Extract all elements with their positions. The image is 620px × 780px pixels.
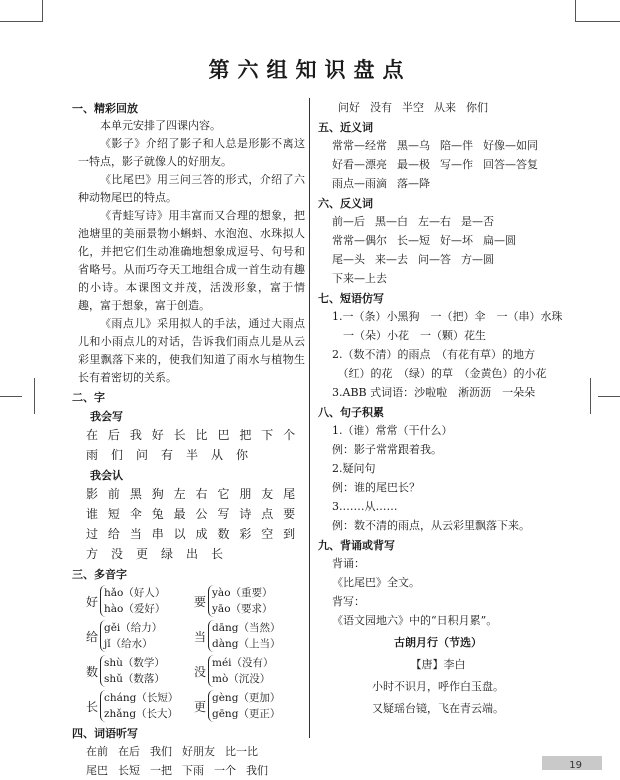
pronunciation: gèng（更加） xyxy=(212,692,281,704)
word: 半空 xyxy=(402,101,424,114)
word: 好—坏 xyxy=(440,234,473,247)
word: 在后 xyxy=(118,745,140,758)
polyphonic-grid xyxy=(72,585,305,722)
polyphonic-entry xyxy=(194,690,302,722)
character: 下 xyxy=(261,428,274,442)
crop-mark xyxy=(575,0,576,22)
text-line: 《语文园地六》中的“日积月累”。 xyxy=(332,614,498,627)
section-heading: 二、字 xyxy=(72,391,105,404)
poem-author: 【唐】李白 xyxy=(410,658,466,671)
word: 扁—圆 xyxy=(483,234,516,247)
word: 问好 xyxy=(338,101,360,114)
character: 最 xyxy=(173,507,186,521)
pronunciation-group xyxy=(208,655,274,687)
poem-title: 古朗月行（节选） xyxy=(394,636,482,649)
character: 公 xyxy=(195,507,208,521)
text-line: 背诵： xyxy=(332,557,365,570)
character: 把 xyxy=(239,428,252,442)
poem-line: 小时不识月，呼作白玉盘。 xyxy=(372,680,504,693)
text-line: 例：影子常常跟着我。 xyxy=(332,443,442,456)
column-divider xyxy=(309,98,310,738)
word: 常常—偶尔 xyxy=(332,234,387,247)
character: 前 xyxy=(107,487,120,501)
pronunciation: cháng（长短） xyxy=(104,692,179,704)
word: 下雨 xyxy=(182,764,204,777)
word: 长—短 xyxy=(397,234,430,247)
character: 更 xyxy=(136,547,149,561)
polyphonic-char: 给 xyxy=(86,629,99,644)
word: 雨点—雨滴 xyxy=(332,177,387,190)
polyphonic-entry xyxy=(194,620,302,652)
page-title: 第六组知识盘点 xyxy=(208,58,412,82)
character: 右 xyxy=(195,487,208,501)
word: 我们 xyxy=(150,745,172,758)
crop-mark xyxy=(42,0,43,22)
character: 问 xyxy=(136,448,149,462)
section-heading: 七、短语仿写 xyxy=(318,292,384,305)
word-list xyxy=(72,742,305,780)
pronunciation-group xyxy=(100,585,165,617)
pronunciation-group xyxy=(100,690,178,722)
word: 好看—漂亮 xyxy=(332,158,387,171)
crop-mark xyxy=(576,21,620,22)
polyphonic-entry xyxy=(86,585,194,617)
pronunciation: jǐ（给水） xyxy=(104,638,153,650)
word: 回答—答复 xyxy=(483,158,538,171)
word: 你们 xyxy=(466,101,488,114)
character: 当 xyxy=(129,527,142,541)
character-row xyxy=(72,445,305,465)
word: 陪—伴 xyxy=(440,139,473,152)
polyphonic-row xyxy=(86,655,305,687)
word: 常常—经常 xyxy=(332,139,387,152)
pronunciation-group xyxy=(208,620,280,652)
character: 在 xyxy=(86,428,99,442)
polyphonic-char: 要 xyxy=(194,594,207,609)
polyphonic-entry xyxy=(86,655,194,687)
character: 左 xyxy=(173,487,186,501)
word-list xyxy=(318,212,558,288)
page-number: 19 xyxy=(569,760,582,771)
word: 好朋友 xyxy=(182,745,215,758)
character: 出 xyxy=(186,547,199,561)
pronunciation: gēng（更正） xyxy=(212,708,281,720)
text-line: 例：数不清的雨点，从云彩里飘落下来。 xyxy=(332,519,530,532)
paragraph: 《比尾巴》用三问三答的形式，介绍了六种动物尾巴的特点。 xyxy=(78,173,305,204)
paragraph: 《雨点儿》采用拟人的手法，通过大雨点儿和小雨点儿的对话，告诉我们雨点儿是从云彩里飘落下来的，使我们知道了雨水与植物生长有着密切的关系。 xyxy=(78,317,305,384)
word: 黑—白 xyxy=(375,215,408,228)
section-heading: 五、近义词 xyxy=(318,121,373,134)
character: 方 xyxy=(86,547,99,561)
text-line: 例：谁的尾巴长？ xyxy=(332,481,420,494)
word: 左—右 xyxy=(418,215,451,228)
pronunciation: shǔ（数落） xyxy=(104,673,165,685)
word: 在前 xyxy=(86,745,108,758)
section-heading: 九、背诵或背写 xyxy=(318,539,395,552)
character: 彩 xyxy=(239,527,252,541)
word: 问—答 xyxy=(418,253,451,266)
character: 它 xyxy=(217,487,230,501)
subsection-label: 我会认 xyxy=(90,469,123,482)
word: 方—圆 xyxy=(461,253,494,266)
paragraph: 本单元安排了四课内容。 xyxy=(100,119,221,132)
word-row xyxy=(318,231,558,250)
pronunciation: yāo（要求） xyxy=(212,603,273,615)
pronunciation: dàng（上当） xyxy=(212,638,281,650)
character-grid xyxy=(72,425,305,465)
left-column xyxy=(72,98,305,780)
character: 雨 xyxy=(86,448,99,462)
polyphonic-row xyxy=(86,585,305,617)
character: 伞 xyxy=(129,507,142,521)
pronunciation-group xyxy=(208,585,273,617)
character: 个 xyxy=(283,428,296,442)
character: 点 xyxy=(261,507,274,521)
polyphonic-char: 更 xyxy=(194,699,207,714)
word: 写—作 xyxy=(440,158,473,171)
text-line: 背写： xyxy=(332,595,365,608)
pronunciation: gěi（给力） xyxy=(104,622,163,634)
character: 友 xyxy=(261,487,274,501)
character: 短 xyxy=(107,507,120,521)
character: 串 xyxy=(151,527,164,541)
section-heading: 三、多音字 xyxy=(72,568,127,581)
pronunciation: yào（重要） xyxy=(212,587,273,599)
character: 数 xyxy=(217,527,230,541)
section-heading: 六、反义词 xyxy=(318,197,373,210)
character-row xyxy=(72,544,305,564)
word: 从来 xyxy=(434,101,456,114)
word: 长短 xyxy=(118,764,140,777)
character: 长 xyxy=(173,428,186,442)
text-line: 3.ABB 式词语：沙啦啦 淅沥沥 一朵朵 xyxy=(332,386,536,399)
character: 狗 xyxy=(151,487,164,501)
character-row xyxy=(72,484,305,504)
pronunciation: shù（数学） xyxy=(104,657,165,669)
word: 来—去 xyxy=(375,253,408,266)
polyphonic-char: 没 xyxy=(194,664,207,679)
word-list xyxy=(318,136,558,193)
character: 诗 xyxy=(239,507,252,521)
character: 你 xyxy=(236,448,249,462)
section-heading: 一、精彩回放 xyxy=(72,102,138,115)
right-column xyxy=(318,98,563,720)
word-row xyxy=(318,269,558,288)
word: 尾巴 xyxy=(86,764,108,777)
crop-mark xyxy=(598,396,620,397)
character: 从 xyxy=(211,448,224,462)
character: 没 xyxy=(111,547,124,561)
character: 我 xyxy=(129,428,142,442)
text-line: 1.一（条）小黑狗 一（把）伞 一（串）水珠 xyxy=(332,310,563,323)
character: 要 xyxy=(283,507,296,521)
character: 成 xyxy=(195,527,208,541)
polyphonic-char: 长 xyxy=(86,699,99,714)
section-heading: 八、句子积累 xyxy=(318,406,384,419)
word-row xyxy=(318,136,558,155)
pronunciation: hǎo（好人） xyxy=(104,587,166,599)
pronunciation-group xyxy=(100,620,162,652)
crop-mark xyxy=(590,378,591,414)
character: 到 xyxy=(283,527,296,541)
paragraph: 《影子》介绍了影子和人总是形影不离这一特点，影子就像人的好朋友。 xyxy=(78,137,305,168)
word-row xyxy=(318,250,558,269)
word: 一把 xyxy=(150,764,172,777)
pronunciation: hào（爱好） xyxy=(104,603,166,615)
word: 好像—如同 xyxy=(483,139,538,152)
pronunciation-group xyxy=(208,690,280,722)
word-row xyxy=(318,174,558,193)
character: 比 xyxy=(195,428,208,442)
character: 半 xyxy=(186,448,199,462)
subsection-label: 我会写 xyxy=(90,410,123,423)
crop-mark xyxy=(0,396,22,397)
word-row xyxy=(318,155,558,174)
word: 前—后 xyxy=(332,215,365,228)
character: 好 xyxy=(151,428,164,442)
character-row xyxy=(72,524,305,544)
text-line: 2.（数不清）的雨点 （有花有草）的地方 xyxy=(332,348,535,361)
text-line: 一（朵）小花 一（颗）花生 xyxy=(332,329,486,342)
character: 绿 xyxy=(161,547,174,561)
word-row xyxy=(72,742,305,761)
word-list xyxy=(318,98,558,117)
character-row xyxy=(72,504,305,524)
text-line: （红）的花 （绿）的草 （金黄色）的小花 xyxy=(332,367,547,380)
text-line: 《比尾巴》全文。 xyxy=(332,576,420,589)
word-row xyxy=(318,212,558,231)
pronunciation: zhǎng（长大） xyxy=(104,708,179,720)
pronunciation: dāng（当然） xyxy=(212,622,281,634)
word: 尾—头 xyxy=(332,253,365,266)
character-row xyxy=(72,425,305,445)
pronunciation: mò（沉没） xyxy=(212,673,271,685)
word: 一个 xyxy=(214,764,236,777)
polyphonic-char: 数 xyxy=(86,664,99,679)
character: 给 xyxy=(107,527,120,541)
polyphonic-entry xyxy=(194,585,302,617)
pronunciation: méi（没有） xyxy=(212,657,274,669)
polyphonic-entry xyxy=(86,620,194,652)
word: 落—降 xyxy=(397,177,430,190)
character: 黑 xyxy=(129,487,142,501)
character: 有 xyxy=(161,448,174,462)
crop-mark xyxy=(34,378,35,414)
pronunciation-group xyxy=(100,655,165,687)
polyphonic-entry xyxy=(194,655,302,687)
character: 过 xyxy=(86,527,99,541)
word: 比一比 xyxy=(225,745,258,758)
word: 黑—乌 xyxy=(397,139,430,152)
character: 尾 xyxy=(283,487,296,501)
character: 朋 xyxy=(239,487,252,501)
section-heading: 四、词语听写 xyxy=(72,727,138,740)
poem-line: 又疑瑶台镜，飞在青云端。 xyxy=(372,702,504,715)
character: 空 xyxy=(261,527,274,541)
word: 最—极 xyxy=(397,158,430,171)
paragraph: 《青蛙写诗》用丰富而又合理的想象，把池塘里的美丽景物小蝌蚪、水泡泡、水珠拟人化，并把它们生动准确地想象成逗号、句号和省略号。从而巧夺天工地组合成一首生动有趣的小诗。本课图文并茂，活泼形象，富于情趣，富于想象，富于创造。 xyxy=(78,209,305,312)
word: 我们 xyxy=(246,764,268,777)
polyphonic-char: 好 xyxy=(86,594,99,609)
crop-mark xyxy=(0,21,42,22)
character-grid xyxy=(72,484,305,564)
polyphonic-char: 当 xyxy=(194,629,207,644)
character: 以 xyxy=(173,527,186,541)
word: 是—否 xyxy=(461,215,494,228)
character: 谁 xyxy=(86,507,99,521)
polyphonic-row xyxy=(86,690,305,722)
character: 巴 xyxy=(217,428,230,442)
character: 们 xyxy=(111,448,124,462)
character: 兔 xyxy=(151,507,164,521)
text-line: 3.……从…… xyxy=(332,500,398,513)
character: 长 xyxy=(211,547,224,561)
word: 下来—上去 xyxy=(332,272,387,285)
character: 写 xyxy=(217,507,230,521)
character: 影 xyxy=(86,487,99,501)
text-line: 1.（谁）常常（干什么） xyxy=(332,424,453,437)
polyphonic-row xyxy=(86,620,305,652)
polyphonic-entry xyxy=(86,690,194,722)
word: 没有 xyxy=(370,101,392,114)
character: 后 xyxy=(107,428,120,442)
text-line: 2.疑问句 xyxy=(332,462,376,475)
